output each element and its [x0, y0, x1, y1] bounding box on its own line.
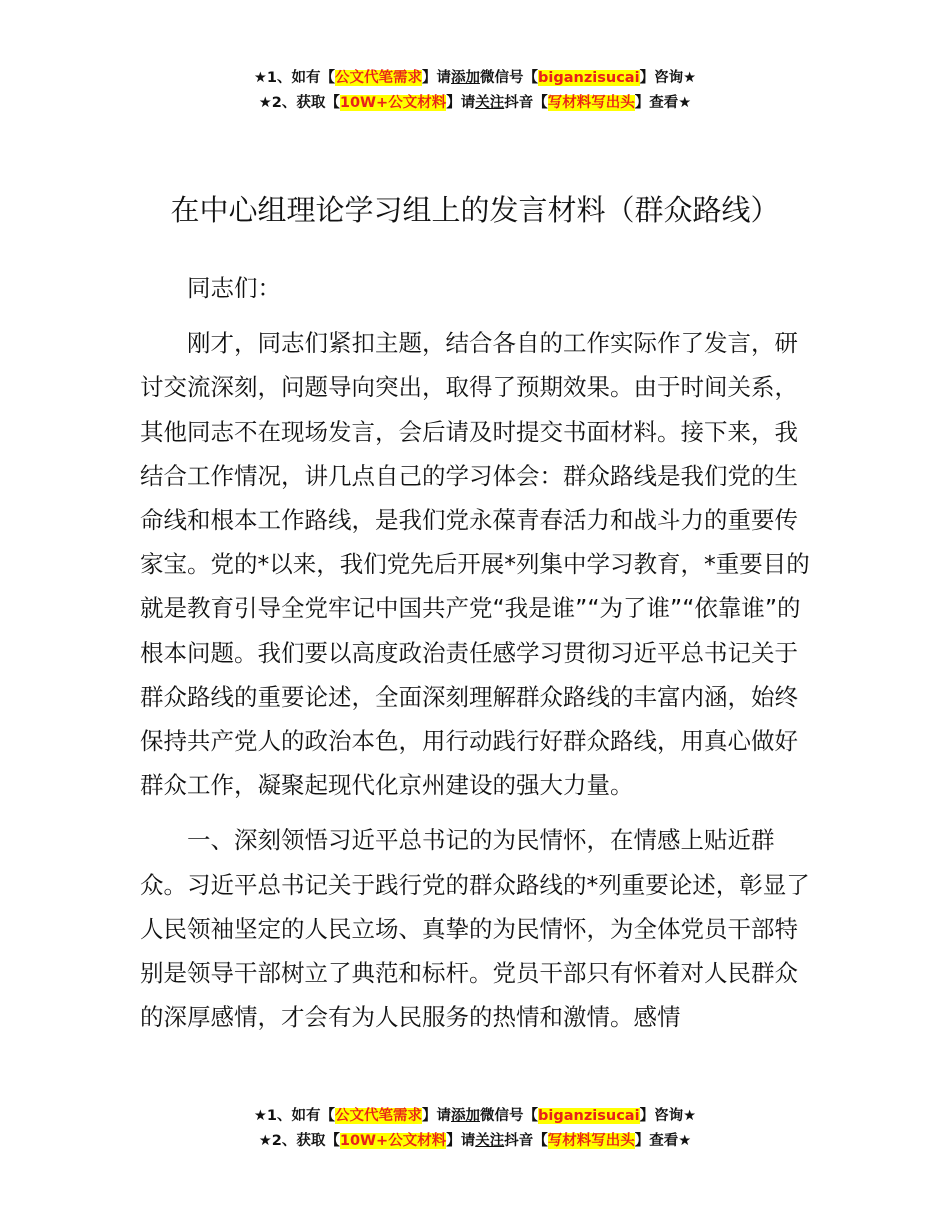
promo-line-2: ★2、获取【10W+公文材料】请关注抖音【写材料写出头】查看★	[258, 1133, 692, 1149]
promo-line-1: ★1、如有【公文代笔需求】请添加微信号【biganzisucai】咨询★	[253, 1108, 697, 1124]
paragraph-2: 一、深刻领悟习近平总书记的为民情怀，在情感上贴近群众。习近平总书记关于践行党的群众路线的*列重要论述，彰显了人民领袖坚定的人民立场、真挚的为民情怀，为全体党员干部特别是领导干部树立了典范和标杆。党员干部只有怀着对人民群众的深厚感情，才会有为人民服务的热情和激情。感情	[140, 826, 810, 1032]
highlight-materials: 10W+公文材料	[339, 95, 447, 111]
highlight-materials: 10W+公文材料	[339, 1133, 447, 1149]
promo-banner-bottom	[0, 1104, 950, 1154]
promo-line-1: ★1、如有【公文代笔需求】请添加微信号【biganzisucai】咨询★	[253, 70, 697, 86]
paragraph-1: 刚才，同志们紧扣主题，结合各自的工作实际作了发言，研讨交流深刻，问题导向突出，取得了预期效果。由于时间关系，其他同志不在现场发言，会后请及时提交书面材料。接下来，我结合工作情况，讲几点自己的学习体会：群众路线是我们党的生命线和根本工作路线，是我们党永葆青春活力和战斗力的重要传家宝。党的*以来，我们党先后开展*列集中学习教育，*重要目的就是教育引导全党牢记中国共产党“我是谁”“为了谁”“依靠谁”的根本问题。我们要以高度政治责任感学习贯彻习近平总书记关于群众路线的重要论述，全面深刻理解群众路线的丰富内涵，始终保持共产党人的政治本色，用行动践行好群众路线，用真心做好群众工作，凝聚起现代化京州建设的强大力量。	[140, 329, 810, 800]
promo-line-2: ★2、获取【10W+公文材料】请关注抖音【写材料写出头】查看★	[258, 95, 692, 111]
document-title: 在中心组理论学习组上的发言材料（群众路线）	[170, 193, 780, 228]
highlight-service: 公文代笔需求	[335, 70, 423, 86]
highlight-service: 公文代笔需求	[335, 1108, 423, 1124]
document-body	[140, 266, 812, 1039]
highlight-wechat-id: biganzisucai	[538, 70, 640, 86]
promo-banner-top	[0, 66, 950, 116]
highlight-douyin: 写材料写出头	[547, 95, 635, 111]
highlight-douyin: 写材料写出头	[547, 1133, 635, 1149]
highlight-wechat-id: biganzisucai	[538, 1108, 640, 1124]
salutation: 同志们：	[187, 274, 281, 302]
